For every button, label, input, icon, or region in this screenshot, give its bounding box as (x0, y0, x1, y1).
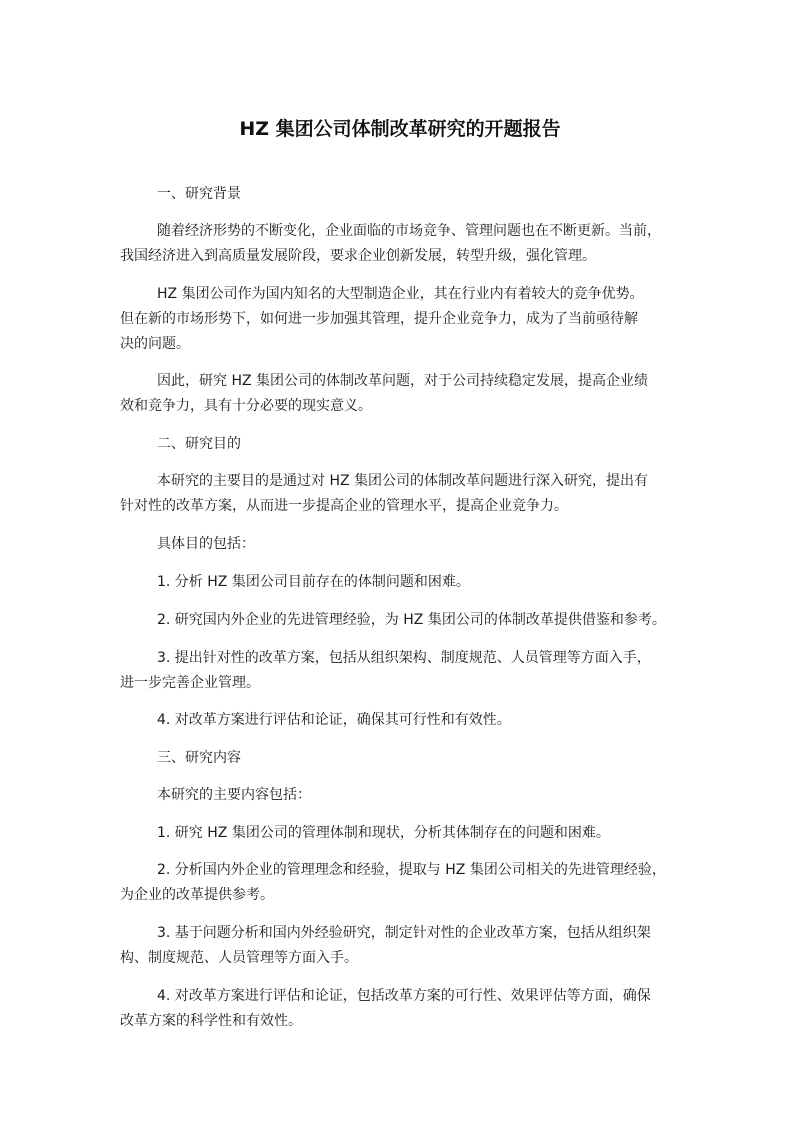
paragraph (120, 646, 695, 696)
paragraph-line: 4. 对改革方案进行评估和论证，包括改革方案的可行性、效果评估等方面，确保 (157, 988, 651, 1004)
paragraph-line: 本研究的主要内容包括： (157, 787, 311, 803)
paragraph-line: 3. 提出针对性的改革方案，包括从组织架构、制度规范、人员管理等方面入手， (157, 650, 651, 666)
paragraph-line: 2. 研究国内外企业的先进管理经验，为 HZ 集团公司的体制改革提供借鉴和参考。 (157, 612, 666, 628)
paragraph (120, 921, 695, 971)
section-heading: 一、研究背景 (157, 186, 241, 202)
paragraph (120, 783, 695, 808)
paragraph (120, 570, 695, 595)
paragraph-line: 效和竞争力，具有十分必要的现实意义。 (120, 398, 372, 414)
paragraph (120, 984, 695, 1034)
paragraph (120, 708, 695, 733)
document-title: HZ 集团公司体制改革研究的开题报告 (239, 118, 561, 140)
paragraph-line: 1. 研究 HZ 集团公司的管理体制和现状，分析其体制存在的问题和困难。 (157, 825, 610, 841)
paragraph-line: 进一步完善企业管理。 (120, 675, 260, 691)
paragraph-line: 具体目的包括： (157, 536, 255, 552)
paragraph-line: 因此，研究 HZ 集团公司的体制改革问题，对于公司持续稳定发展，提高企业绩 (157, 373, 649, 389)
paragraph (120, 282, 695, 357)
paragraph (120, 821, 695, 846)
paragraph-line: 但在新的市场形势下，如何进一步加强其管理，提升企业竞争力，成为了当前亟待解 (120, 311, 638, 327)
paragraph-line: 改革方案的科学性和有效性。 (120, 1013, 302, 1029)
paragraph (120, 369, 695, 419)
paragraph-line: 我国经济进入到高质量发展阶段，要求企业创新发展，转型升级，强化管理。 (120, 248, 596, 264)
paragraph-line: 决的问题。 (120, 336, 190, 352)
section-heading: 三、研究内容 (157, 750, 241, 766)
paragraph-line: 1. 分析 HZ 集团公司目前存在的体制问题和困难。 (157, 574, 470, 590)
paragraph-line: 为企业的改革提供参考。 (120, 887, 274, 903)
section-heading: 二、研究目的 (157, 436, 241, 452)
paragraph-line: HZ 集团公司作为国内知名的大型制造企业，其在行业内有着较大的竞争优势。 (157, 286, 644, 302)
paragraph-line: 随着经济形势的不断变化，企业面临的市场竞争、管理问题也在不断更新。当前， (157, 223, 661, 239)
paragraph (120, 608, 695, 633)
paragraph-line: 构、制度规范、人员管理等方面入手。 (120, 950, 358, 966)
paragraph-line: 2. 分析国内外企业的管理理念和经验，提取与 HZ 集团公司相关的先进管理经验， (157, 862, 666, 878)
paragraph-line: 针对性的改革方案，从而进一步提高企业的管理水平，提高企业竞争力。 (120, 498, 568, 514)
paragraph (120, 532, 695, 557)
paragraph-line: 4. 对改革方案进行评估和论证，确保其可行性和有效性。 (157, 712, 511, 728)
paragraph-line: 3. 基于问题分析和国内外经验研究，制定针对性的企业改革方案，包括从组织架 (157, 925, 651, 941)
paragraph (120, 219, 695, 269)
paragraph (120, 469, 695, 519)
paragraph (120, 858, 695, 908)
paragraph-line: 本研究的主要目的是通过对 HZ 集团公司的体制改革问题进行深入研究，提出有 (157, 473, 649, 489)
